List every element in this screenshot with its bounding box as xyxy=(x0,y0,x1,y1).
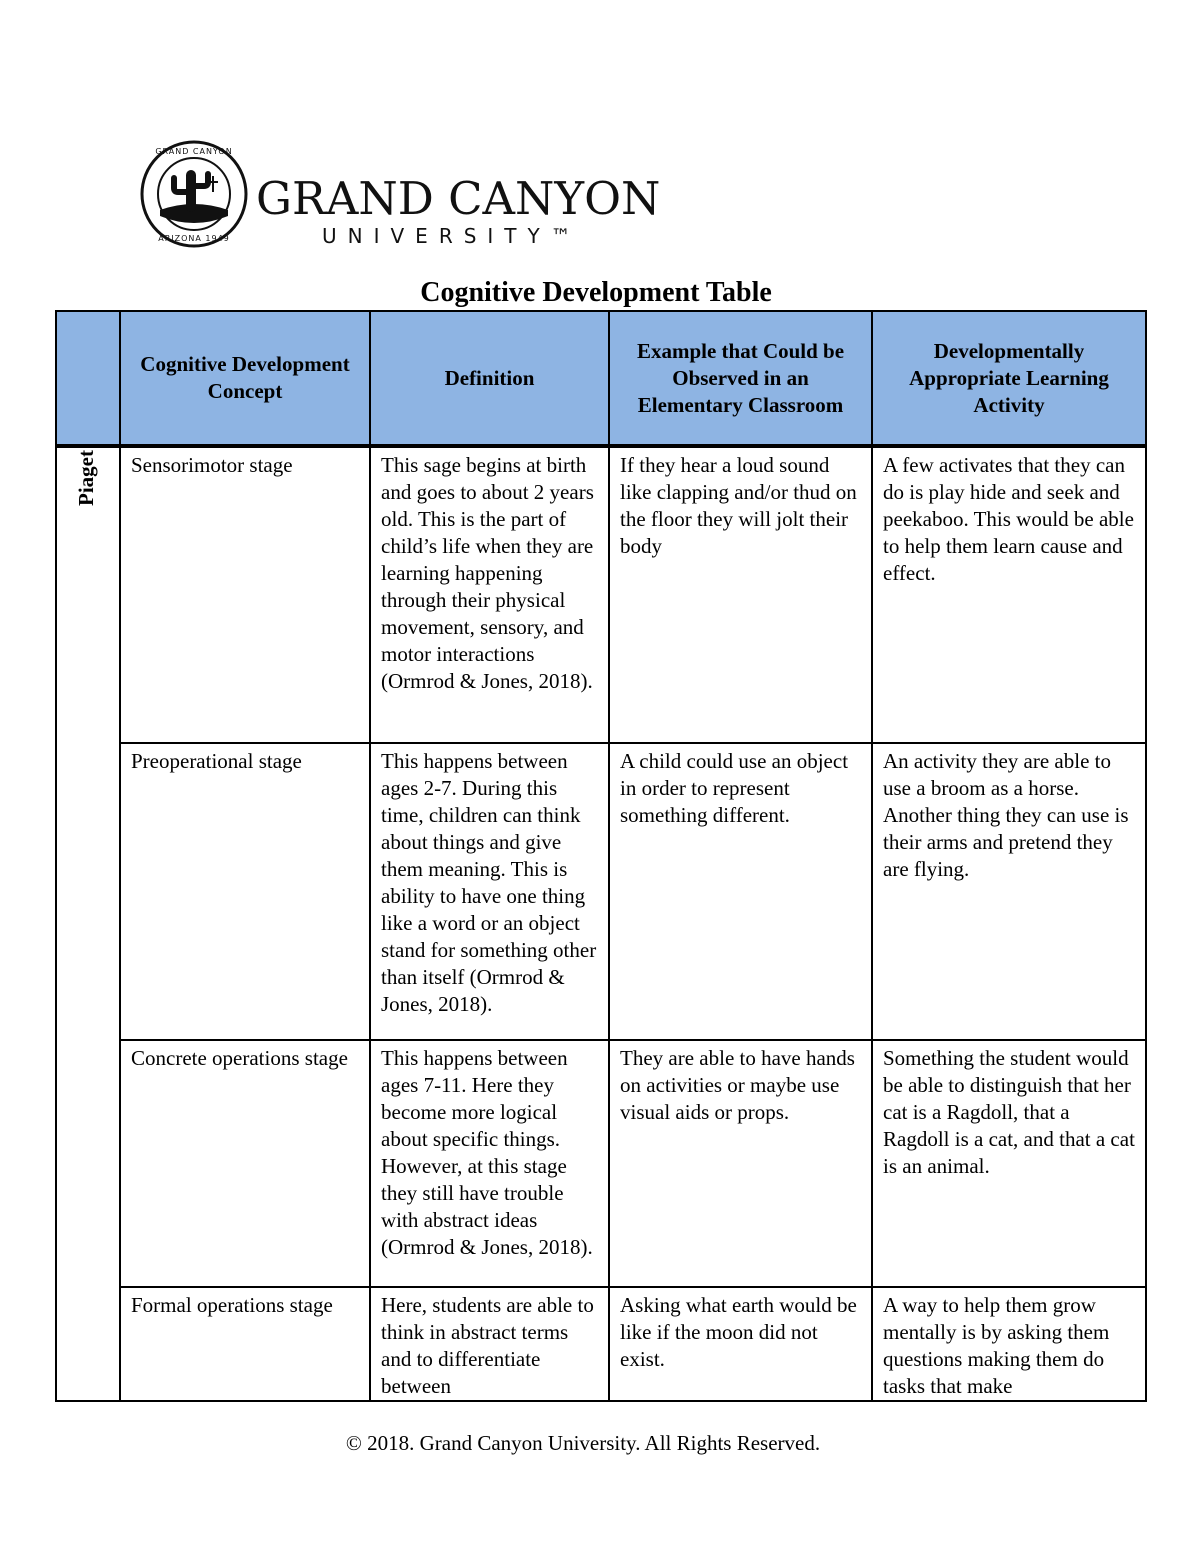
header-concept: Cognitive Development Concept xyxy=(120,311,370,446)
example-cell: If they hear a loud sound like clapping and/or thud on the floor they will jolt their body xyxy=(609,446,872,743)
logo-wordmark: GRAND CANYON xyxy=(256,172,661,225)
cognitive-development-table xyxy=(55,310,1147,1402)
university-logo xyxy=(140,140,661,250)
copyright-footer: © 2018. Grand Canyon University. All Rights Reserved. xyxy=(345,1431,821,1455)
table-row xyxy=(56,1287,1146,1401)
logo-wordmark-sub: UNIVERSITY™ xyxy=(322,224,582,248)
example-cell: A child could use an object in order to represent something different. xyxy=(609,743,872,1040)
activity-cell: Something the student would be able to distinguish that her cat is a Ragdoll, that a Ragdoll is a cat, and that a cat is an animal. xyxy=(872,1040,1146,1287)
definition-cell: This sage begins at birth and goes to about 2 years old. This is the part of child’s life when they are learning happening through their physical movement, sensory, and motor interactions (Ormrod & Jones, 2018). xyxy=(370,446,609,743)
table-row xyxy=(56,1040,1146,1287)
definition-cell: This happens between ages 2-7. During this time, children can think about things and give them meaning. This is ability to have one thing like a word or an object stand for something other than itself (Ormrod & Jones, 2018). xyxy=(370,743,609,1040)
activity-cell: A way to help them grow mentally is by asking them questions making them do tasks that make xyxy=(872,1287,1146,1401)
saguaro-cactus-seal-icon xyxy=(140,140,248,248)
concept-cell: Sensorimotor stage xyxy=(120,446,370,743)
document-title: Cognitive Development Table xyxy=(420,277,772,308)
concept-cell: Preoperational stage xyxy=(120,743,370,1040)
header-example: Example that Could be Observed in an Elementary Classroom xyxy=(609,311,872,446)
activity-cell: An activity they are able to use a broom as a horse. Another thing they can use is their arms and pretend they are flying. xyxy=(872,743,1146,1040)
header-blank xyxy=(56,311,120,446)
example-cell: They are able to have hands on activities or maybe use visual aids or props. xyxy=(609,1040,872,1287)
theorist-cell xyxy=(56,446,120,1401)
activity-cell: A few activates that they can do is play hide and seek and peekaboo. This would be able to help them learn cause and effect. xyxy=(872,446,1146,743)
example-cell: Asking what earth would be like if the moon did not exist. xyxy=(609,1287,872,1401)
table-row xyxy=(56,446,1146,743)
svg-text:ARIZONA 1949: ARIZONA 1949 xyxy=(158,234,230,243)
header-definition: Definition xyxy=(370,311,609,446)
concept-cell: Formal operations stage xyxy=(120,1287,370,1401)
concept-cell: Concrete operations stage xyxy=(120,1040,370,1287)
definition-cell: Here, students are able to think in abstract terms and to differentiate between xyxy=(370,1287,609,1401)
svg-text:GRAND CANYON: GRAND CANYON xyxy=(155,147,233,156)
header-activity: Developmentally Appropriate Learning Activity xyxy=(872,311,1146,446)
definition-cell: This happens between ages 7-11. Here they become more logical about specific things. However, at this stage they still have trouble with abstract ideas (Ormrod & Jones, 2018). xyxy=(370,1040,609,1287)
table-header-row xyxy=(56,311,1146,446)
table-row xyxy=(56,743,1146,1040)
theorist-label: Piaget xyxy=(74,450,98,506)
